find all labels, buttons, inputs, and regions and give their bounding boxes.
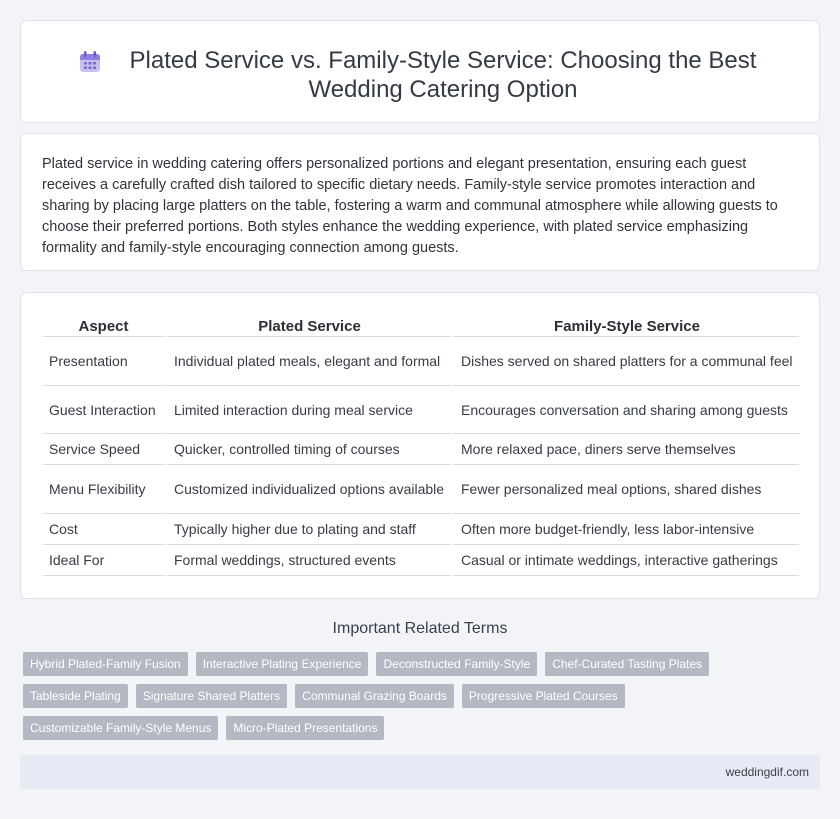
row-plated: Limited interaction during meal service (164, 386, 451, 434)
table-row (43, 434, 799, 465)
row-family-style: Encourages conversation and sharing among guests (451, 386, 799, 434)
footer (20, 755, 820, 789)
table-row (43, 465, 799, 514)
intro-paragraph: Plated service in wedding catering offers personalized portions and elegant presentation, ensuring each guest receives a carefully crafted dish tailored to specific dietary needs. Family-style service promotes interaction and sharing by placing large platters on the table, fostering a warm and communal atmosphere while allowing guests to choose their preferred portions. Both styles enhance the wedding experience, with plated service emphasizing formality and family-style encouraging connection among guests. (42, 156, 778, 256)
header-family-style: Family-Style Service (451, 315, 799, 337)
related-term-tag[interactable]: Signature Shared Platters (136, 684, 287, 708)
row-aspect: Service Speed (43, 434, 164, 465)
row-family-style: Fewer personalized meal options, shared dishes (451, 465, 799, 514)
page-title: Plated Service vs. Family-Style Service: Choosing the Best Wedding Catering Option (129, 47, 757, 103)
table-row (43, 337, 799, 386)
table-header-row (43, 315, 799, 337)
row-plated: Formal weddings, structured events (164, 545, 451, 576)
comparison-table-card (20, 292, 820, 599)
row-aspect: Guest Interaction (43, 386, 164, 434)
row-plated: Quicker, controlled timing of courses (164, 434, 451, 465)
row-aspect: Presentation (43, 337, 164, 386)
table-row (43, 514, 799, 545)
row-plated: Typically higher due to plating and staff (164, 514, 451, 545)
row-aspect: Ideal For (43, 545, 164, 576)
related-term-tag[interactable]: Communal Grazing Boards (295, 684, 454, 708)
header-plated: Plated Service (164, 315, 451, 337)
row-family-style: Dishes served on shared platters for a communal feel (451, 337, 799, 386)
row-plated: Individual plated meals, elegant and formal (164, 337, 451, 386)
header-aspect: Aspect (43, 315, 164, 337)
row-family-style: Casual or intimate weddings, interactive gatherings (451, 545, 799, 576)
related-term-tag[interactable]: Micro-Plated Presentations (226, 716, 384, 740)
row-family-style: Often more budget-friendly, less labor-intensive (451, 514, 799, 545)
table-row (43, 386, 799, 434)
related-terms-list (23, 652, 823, 748)
row-aspect: Cost (43, 514, 164, 545)
related-term-tag[interactable]: Chef-Curated Tasting Plates (545, 652, 709, 676)
related-term-tag[interactable]: Tableside Plating (23, 684, 128, 708)
comparison-table (43, 315, 799, 576)
related-terms-title: Important Related Terms (332, 620, 508, 637)
related-term-tag[interactable]: Hybrid Plated-Family Fusion (23, 652, 188, 676)
intro-card (20, 133, 820, 271)
row-plated: Customized individualized options available (164, 465, 451, 514)
title-card (20, 20, 820, 123)
related-term-tag[interactable]: Progressive Plated Courses (462, 684, 625, 708)
row-aspect: Menu Flexibility (43, 465, 164, 514)
related-term-tag[interactable]: Customizable Family-Style Menus (23, 716, 218, 740)
row-family-style: More relaxed pace, diners serve themselves (451, 434, 799, 465)
table-row (43, 545, 799, 576)
related-term-tag[interactable]: Interactive Plating Experience (196, 652, 369, 676)
related-term-tag[interactable]: Deconstructed Family-Style (376, 652, 537, 676)
footer-site-link[interactable]: weddingdif.com (725, 765, 809, 779)
calendar-icon (77, 49, 103, 75)
